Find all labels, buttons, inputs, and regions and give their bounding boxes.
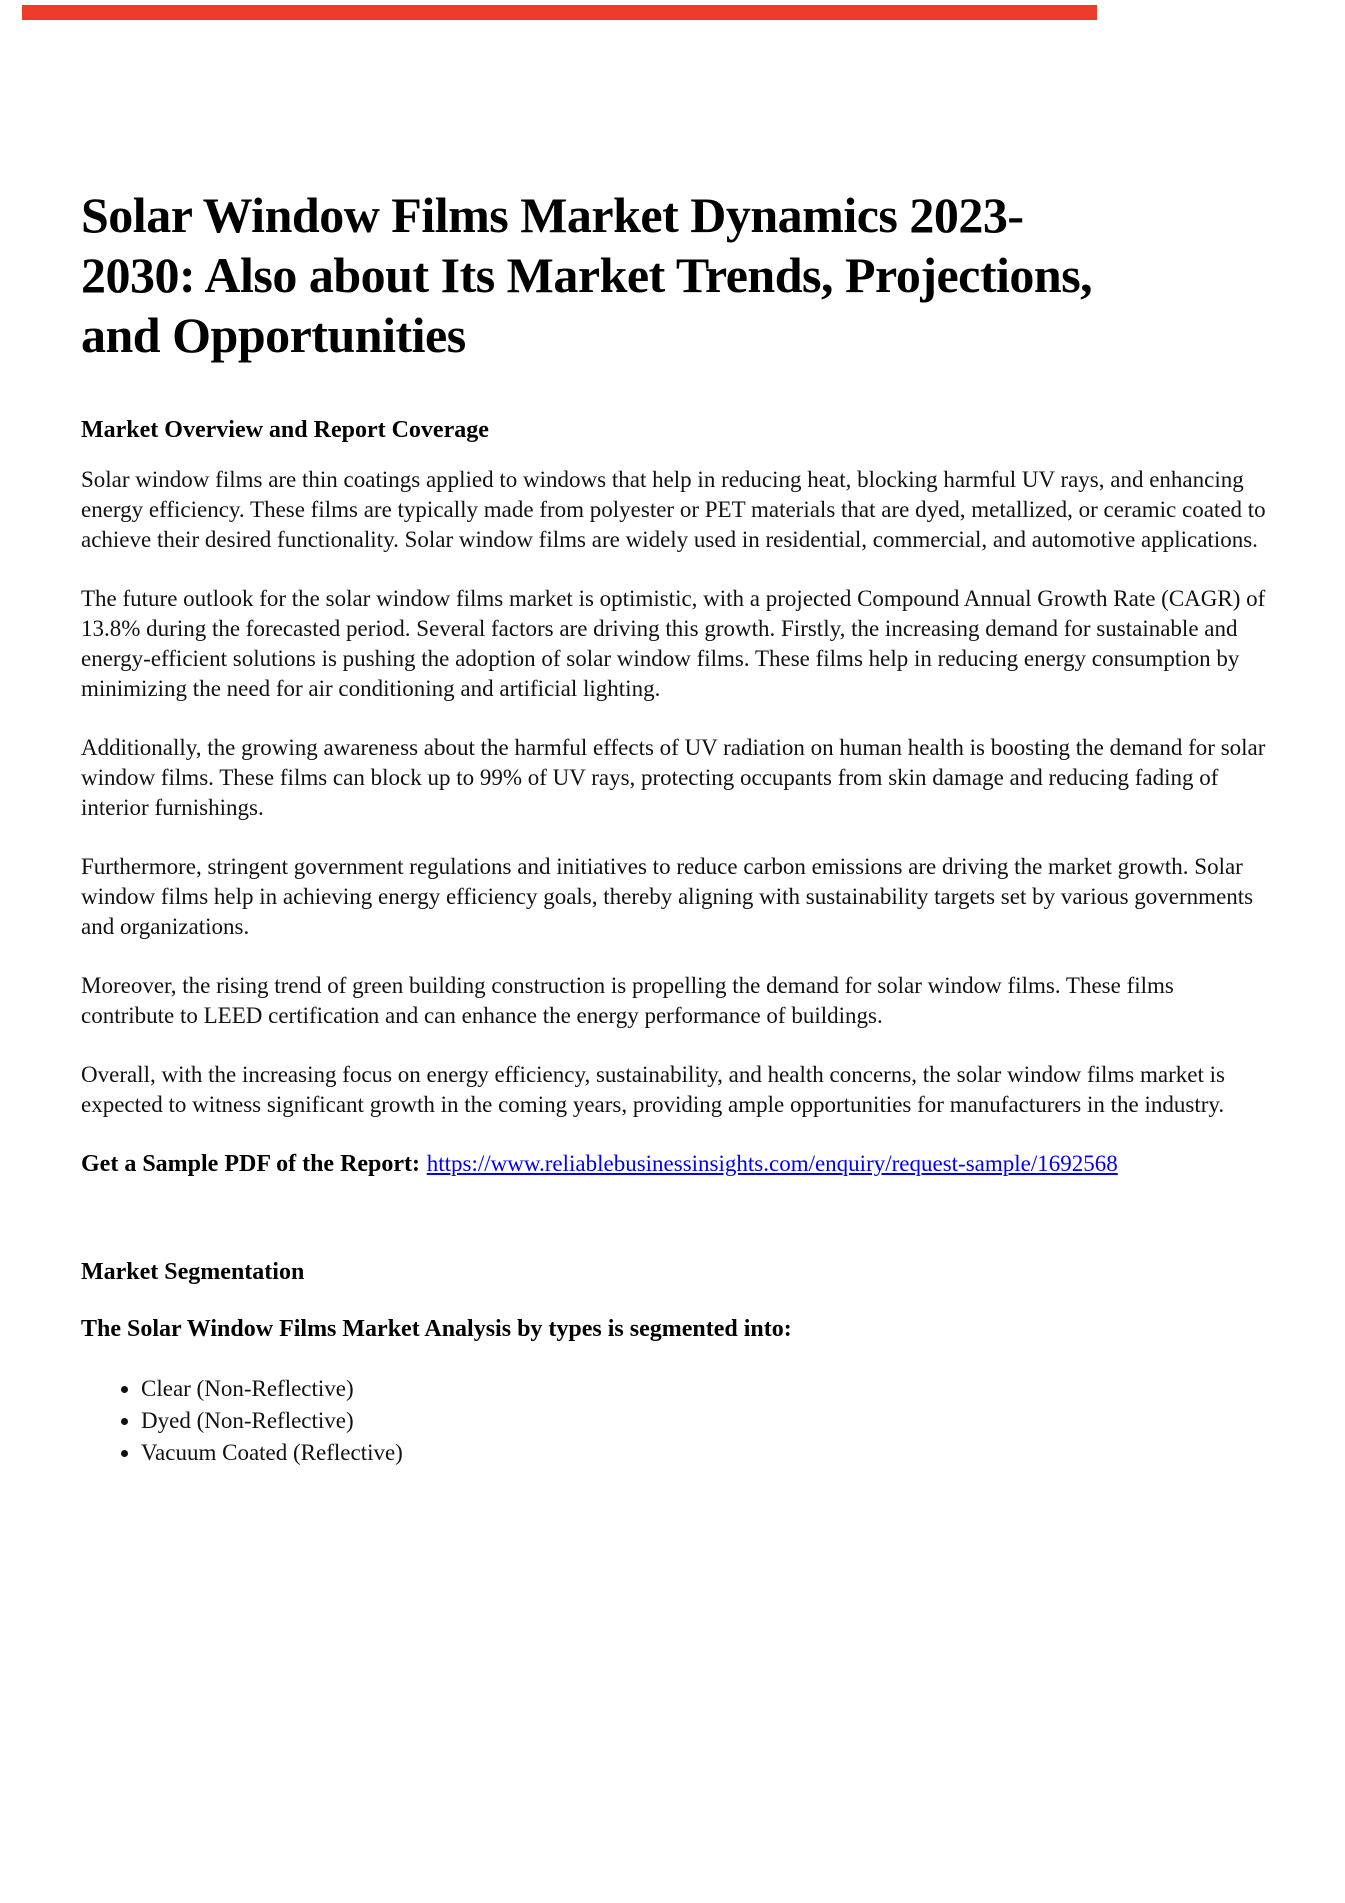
paragraph-green-building: Moreover, the rising trend of green building construction is propelling the demand for solar window films. These films contribute to LEED certification and can enhance the energy performance of buildings. <box>81 973 1174 1028</box>
paragraph-intro: Solar window films are thin coatings applied to windows that help in reducing heat, blocking harmful UV rays, and enhancing energy efficiency. These films are typically made from polyester or PET materials that are dyed, metallized, or ceramic coated to achieve their desired functionality. Solar window films are widely used in residential, commercial, and automotive applications. <box>81 467 1266 552</box>
section-heading-segmentation: Market Segmentation <box>81 1259 305 1285</box>
paragraph-regulations: Furthermore, stringent government regulations and initiatives to reduce carbon emissions are driving the market growth. Solar window films help in achieving energy efficiency goals, thereby aligning with sustainability targets set by various governments and organizations. <box>81 854 1254 939</box>
market-types-list <box>81 1373 1266 1469</box>
section-heading-overview: Market Overview and Report Coverage <box>81 417 489 443</box>
types-heading: The Solar Window Films Market Analysis by types is segmented into: <box>81 1316 792 1342</box>
page-title-line-1: Solar Window Films Market Dynamics 2023- <box>81 187 1024 243</box>
page-title-line-3: and Opportunities <box>81 307 466 363</box>
page-title-line-2: 2030: Also about Its Market Trends, Projections, <box>81 247 1093 303</box>
sample-cta-label: Get a Sample PDF of the Report: <box>81 1151 421 1177</box>
sample-report-link[interactable]: https://www.reliablebusinessinsights.com/enquiry/request-sample/1692568 <box>426 1151 1118 1176</box>
paragraph-overall: Overall, with the increasing focus on energy efficiency, sustainability, and health concerns, the solar window films market is expected to witness significant growth in the coming years, providing ample opportunities for manufacturers in the industry. <box>81 1062 1225 1117</box>
list-item-vacuum-coated: • Vacuum Coated (Reflective) <box>141 1437 1266 1469</box>
top-progress-bar <box>22 5 1097 20</box>
list-item-dyed: • Dyed (Non-Reflective) <box>141 1405 1266 1437</box>
sample-cta <box>81 1149 1266 1179</box>
list-item-clear: • Clear (Non-Reflective) <box>141 1373 1266 1405</box>
paragraph-outlook: The future outlook for the solar window films market is optimistic, with a projected Compound Annual Growth Rate (CAGR) of 13.8% during the forecasted period. Several factors are driving this growth. Firstly, the increasing demand for sustainable and energy-efficient solutions is pushing the adoption of solar window films. These films help in reducing energy consumption by minimizing the need for air conditioning and artificial lighting. <box>81 586 1266 701</box>
page-title <box>81 185 1266 365</box>
paragraph-uv-awareness: Additionally, the growing awareness about the harmful effects of UV radiation on human health is boosting the demand for solar window films. These films can block up to 99% of UV rays, protecting occupants from skin damage and reducing fading of interior furnishings. <box>81 735 1266 820</box>
